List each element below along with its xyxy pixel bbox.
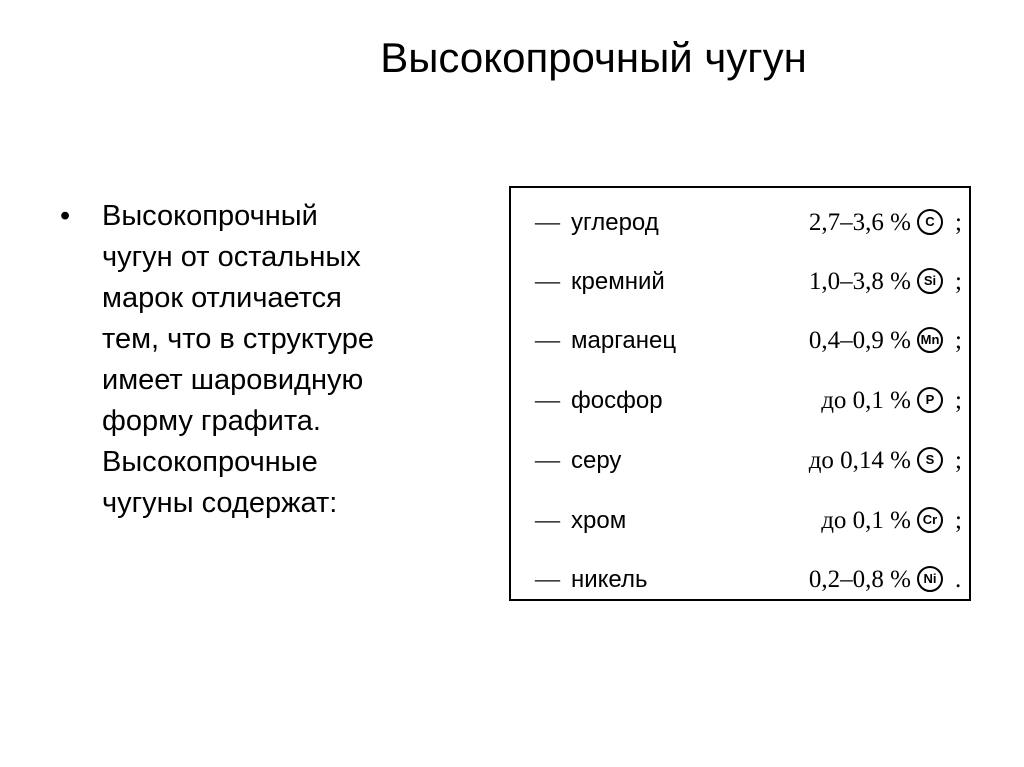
bullet-line: имеет шаровидную <box>102 364 364 396</box>
row-punctuation: . <box>955 566 962 593</box>
row-punctuation: ; <box>955 447 962 474</box>
composition-row-manganese <box>511 325 969 357</box>
element-symbol-badge: Ni <box>917 566 943 592</box>
element-range: 1,0–3,8 % <box>808 268 911 295</box>
row-punctuation: ; <box>955 268 962 295</box>
row-dash: — <box>535 447 560 474</box>
bullet-marker: • <box>60 200 71 232</box>
bullet-line: марок отличается <box>102 282 342 314</box>
bullet-line: Высокопрочные <box>102 446 318 478</box>
element-range: 0,2–0,8 % <box>808 566 911 593</box>
element-name: фосфор <box>571 387 663 414</box>
element-name: никель <box>571 566 648 593</box>
slide-title: Высокопрочный чугун <box>380 34 807 81</box>
row-dash: — <box>535 387 560 414</box>
element-name: углерод <box>571 209 659 236</box>
bullet-paragraph <box>60 196 460 524</box>
row-dash: — <box>535 209 560 236</box>
composition-row-silicon <box>511 266 969 298</box>
composition-row-phosphorus <box>511 385 969 417</box>
element-range: до 0,14 % <box>808 447 911 474</box>
row-dash: — <box>535 566 560 593</box>
row-punctuation: ; <box>955 327 962 354</box>
element-range: 2,7–3,6 % <box>808 209 911 236</box>
composition-row-sulfur <box>511 445 969 477</box>
composition-table <box>509 186 971 601</box>
row-punctuation: ; <box>955 209 962 236</box>
row-punctuation: ; <box>955 507 962 534</box>
composition-row-chromium <box>511 505 969 537</box>
element-symbol-badge: Si <box>917 268 943 294</box>
element-name: хром <box>571 507 627 534</box>
element-name: марганец <box>571 327 677 354</box>
composition-row-nickel <box>511 564 969 596</box>
element-symbol-badge: P <box>917 387 943 413</box>
bullet-line: Высокопрочный <box>102 200 318 232</box>
element-range: до 0,1 % <box>821 507 911 534</box>
element-symbol-badge: C <box>917 209 943 235</box>
row-dash: — <box>535 507 560 534</box>
row-dash: — <box>535 327 560 354</box>
row-dash: — <box>535 268 560 295</box>
element-symbol-badge: S <box>917 447 943 473</box>
element-name: кремний <box>571 268 665 295</box>
bullet-line: тем, что в структуре <box>102 323 374 355</box>
composition-row-carbon <box>511 207 969 239</box>
element-symbol-badge: Mn <box>917 327 943 353</box>
element-range: 0,4–0,9 % <box>808 327 911 354</box>
bullet-line: чугун от остальных <box>102 241 361 273</box>
bullet-text <box>102 196 460 524</box>
row-punctuation: ; <box>955 387 962 414</box>
element-name: серу <box>571 447 622 474</box>
element-range: до 0,1 % <box>821 387 911 414</box>
bullet-line: чугуны содержат: <box>102 487 338 519</box>
bullet-line: форму графита. <box>102 405 321 437</box>
element-symbol-badge: Cr <box>917 507 943 533</box>
